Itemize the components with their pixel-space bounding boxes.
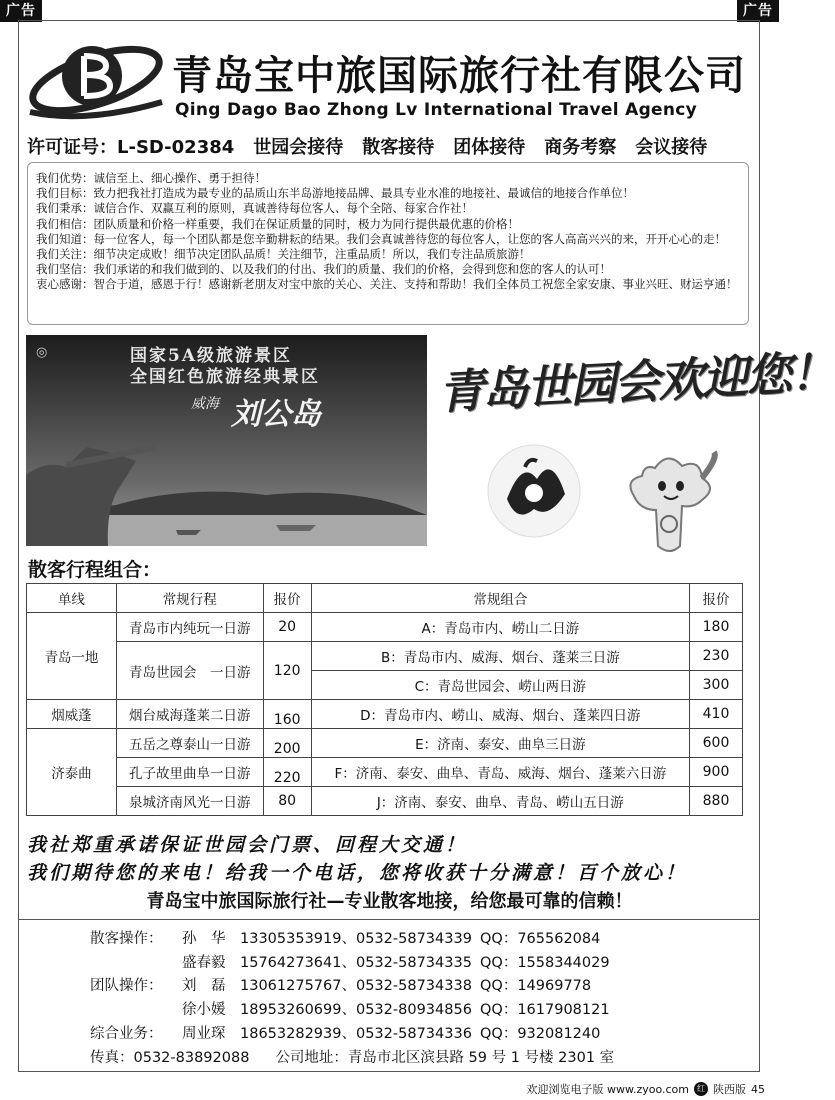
intro-value: 诚信至上、细心操作、勇于担待！	[93, 171, 266, 185]
contact-phones: 18953260699、0532-80934856	[240, 1002, 472, 1019]
regular-route: 青岛世园会 一日游	[116, 642, 263, 700]
regular-price: 20	[263, 613, 311, 642]
photo-title-1: 国家5A级旅游景区	[130, 346, 293, 366]
combo-price: 230	[690, 642, 743, 671]
intro-value: 团队质量和价格一样重要，我们在保证质量的同时，极力为同行提供最优惠的价格！	[93, 216, 519, 231]
company-name-cn: 青岛宝中旅国际旅行社有限公司	[172, 52, 746, 99]
license-number: 许可证号：L-SD-02384	[27, 137, 235, 158]
regular-route: 五岳之尊泰山一日游	[116, 729, 263, 758]
regular-route: 泉城济南风光一日游	[116, 787, 263, 816]
service-item: 商务考察	[544, 137, 617, 158]
intro-key: 我们相信：	[36, 216, 94, 231]
line-cell: 烟威蓬	[27, 700, 117, 729]
contact-role	[90, 999, 182, 1023]
contact-phones: 13061275767、0532-58734338	[240, 978, 472, 995]
company-logo-icon	[26, 32, 166, 127]
intro-key: 我们目标：	[36, 186, 94, 201]
contact-qq: QQ：1617908121	[480, 1002, 610, 1019]
contact-phones: 18653282939、0532-58734336	[240, 1025, 472, 1042]
itinerary-table	[26, 583, 743, 816]
intro-row	[36, 247, 740, 262]
footer-badge: 红	[694, 1082, 708, 1096]
table-row	[27, 787, 743, 816]
address: 公司地址：青岛市北区滨县路 59 号 1 号楼 2301 室	[275, 1049, 615, 1066]
contact-qq: QQ：14969778	[480, 978, 592, 995]
contact-row	[90, 1023, 640, 1047]
service-item: 世园会接待	[253, 137, 344, 158]
company-name-en: Qing Dago Bao Zhong Lv International Travel Agency	[175, 100, 698, 120]
regular-price: 160	[263, 700, 311, 729]
contact-row	[90, 952, 640, 976]
contact-divider	[18, 919, 760, 920]
combo-price: 880	[690, 787, 743, 816]
combo-route: D：青岛市内、崂山、威海、烟台、蓬莱四日游	[311, 700, 689, 729]
combo-price: 300	[690, 671, 743, 700]
photo-logo-icon: ◎	[36, 345, 48, 360]
itinerary-title: 散客行程组合：	[28, 559, 162, 581]
contact-qq: QQ：932081240	[480, 1025, 601, 1042]
service-item: 散客接待	[362, 137, 435, 158]
contact-name: 刘 磊	[182, 978, 226, 995]
promise-line-1: 我社郑重承诺保证世园会门票、回程大交通！	[27, 834, 468, 856]
contact-list	[90, 928, 640, 1070]
tagline: 青岛宝中旅国际旅行社—专业散客地接，给您最可靠的信赖！	[146, 891, 633, 912]
intro-value: 诚信合作、双赢互利的原则，真诚善待每位客人、每个全陪、每家合作社！	[93, 201, 473, 216]
photo-title-2: 全国红色旅游经典景区	[130, 367, 320, 387]
footer-edition: 陕西版	[713, 1083, 746, 1096]
page-number: 45	[751, 1082, 765, 1096]
contact-name: 盛春毅	[182, 954, 226, 971]
table-row	[27, 758, 743, 787]
combo-price: 410	[690, 700, 743, 729]
combo-route: F：济南、泰安、曲阜、青岛、威海、烟台、蓬莱六日游	[311, 758, 689, 787]
intro-key: 衷心感谢：	[36, 277, 94, 292]
intro-row	[36, 277, 740, 292]
table-header: 报价	[690, 584, 743, 613]
promise-line-2: 我们期待您的来电！给我一个电话，您将收获十分满意！百个放心！	[27, 862, 688, 884]
intro-value: 致力把我社打造成为最专业的品质山东半岛游地接品牌、最具专业水准的地接社、最诚信的地接合作单位！	[93, 186, 634, 201]
table-header-row	[27, 584, 743, 613]
contact-role: 散客操作：	[90, 931, 163, 947]
table-row	[27, 642, 743, 671]
service-item: 会议接待	[635, 137, 708, 158]
intro-value: 每一位客人，每一个团队都是您辛勤耕耘的结果。我们会真诚善待您的每位客人，让您的客人高高兴兴的来，开开心心的走！	[93, 231, 726, 246]
contact-row	[90, 928, 640, 952]
license-line	[27, 133, 752, 159]
intro-key: 我们坚信：	[36, 262, 94, 277]
table-row	[27, 729, 743, 758]
contact-role: 团队操作：	[90, 978, 163, 995]
intro-row	[36, 201, 740, 216]
expo-mascot-icon	[610, 448, 726, 564]
combo-route: B：青岛市内、威海、烟台、蓬莱三日游	[311, 642, 689, 671]
intro-key: 我们秉承：	[36, 201, 94, 216]
combo-price: 600	[690, 729, 743, 758]
photo-place-small: 威海	[191, 396, 219, 412]
contact-name: 孙 华	[182, 931, 226, 947]
welcome-slogan: 青岛世园会欢迎您！	[437, 344, 835, 420]
table-header: 报价	[263, 584, 311, 613]
contact-qq: QQ：765562084	[480, 931, 601, 947]
intro-row	[36, 186, 740, 201]
regular-route: 烟台威海蓬莱二日游	[116, 700, 263, 729]
photo-place-big: 刘公岛	[231, 397, 321, 432]
combo-price: 900	[690, 758, 743, 787]
regular-price: 200	[263, 729, 311, 758]
combo-route: J：济南、泰安、曲阜、青岛、崂山五日游	[311, 787, 689, 816]
fax: 传真：0532-83892088	[90, 1049, 250, 1066]
contact-role: 综合业务：	[90, 1025, 163, 1042]
combo-route: C：青岛世园会、崂山两日游	[311, 671, 689, 700]
table-header: 单线	[27, 584, 117, 613]
footer	[526, 1081, 765, 1097]
contact-role	[90, 952, 182, 976]
intro-key: 我们关注：	[36, 247, 94, 262]
intro-row	[36, 217, 740, 232]
intro-value: 细节决定成败！细节决定团队品质！关注细节，注重品质！所以，我们专注品质旅游！	[93, 247, 531, 262]
table-header: 常规组合	[311, 584, 689, 613]
contact-name: 周业琛	[182, 1025, 226, 1042]
regular-route: 青岛市内纯玩一日游	[116, 613, 263, 642]
intro-row	[36, 262, 740, 277]
intro-key: 我们优势：	[36, 171, 94, 185]
combo-route: E：济南、泰安、曲阜三日游	[311, 729, 689, 758]
expo-emblem-icon	[467, 439, 601, 541]
line-cell: 济泰曲	[27, 729, 117, 816]
ad-tag-right: 广告	[737, 0, 779, 22]
intro-row	[36, 171, 740, 186]
regular-price: 220	[263, 758, 311, 787]
contact-row	[90, 975, 640, 999]
regular-price: 80	[263, 787, 311, 816]
contact-phones: 15764273641、0532-58734335	[240, 954, 472, 971]
ad-tag-left: 广告	[0, 0, 42, 22]
contact-phones: 13305353919、0532-58734339	[240, 931, 472, 947]
combo-route: A：青岛市内、崂山二日游	[311, 613, 689, 642]
table-row	[27, 700, 743, 729]
intro-key: 我们知道：	[36, 231, 94, 246]
intro-value: 智合于道，感恩于行！感谢新老朋友对宝中旅的关心、关注、支持和帮助！我们全体员工祝您全家安康、事业兴旺、财运亨通！	[93, 277, 738, 292]
intro-box	[27, 162, 749, 325]
contact-name: 徐小媛	[182, 1002, 226, 1019]
table-header: 常规行程	[116, 584, 263, 613]
contact-qq: QQ：1558344029	[480, 954, 610, 971]
contact-row	[90, 999, 640, 1023]
welcome-slogan-box	[437, 336, 835, 436]
fax-address-row	[90, 1047, 640, 1071]
combo-price: 180	[690, 613, 743, 642]
regular-price: 120	[263, 642, 311, 700]
service-item: 团体接待	[453, 137, 526, 158]
table-row	[27, 613, 743, 642]
intro-row	[36, 232, 740, 247]
intro-value: 我们承诺的和我们做到的、以及我们的付出、我们的质量、我们的价格，会得到您和您的客人的认可！	[93, 262, 611, 277]
scenic-photo	[26, 335, 427, 546]
footer-text: 欢迎浏览电子版 www.zyoo.com	[526, 1083, 689, 1096]
line-cell: 青岛一地	[27, 613, 117, 700]
regular-route: 孔子故里曲阜一日游	[116, 758, 263, 787]
